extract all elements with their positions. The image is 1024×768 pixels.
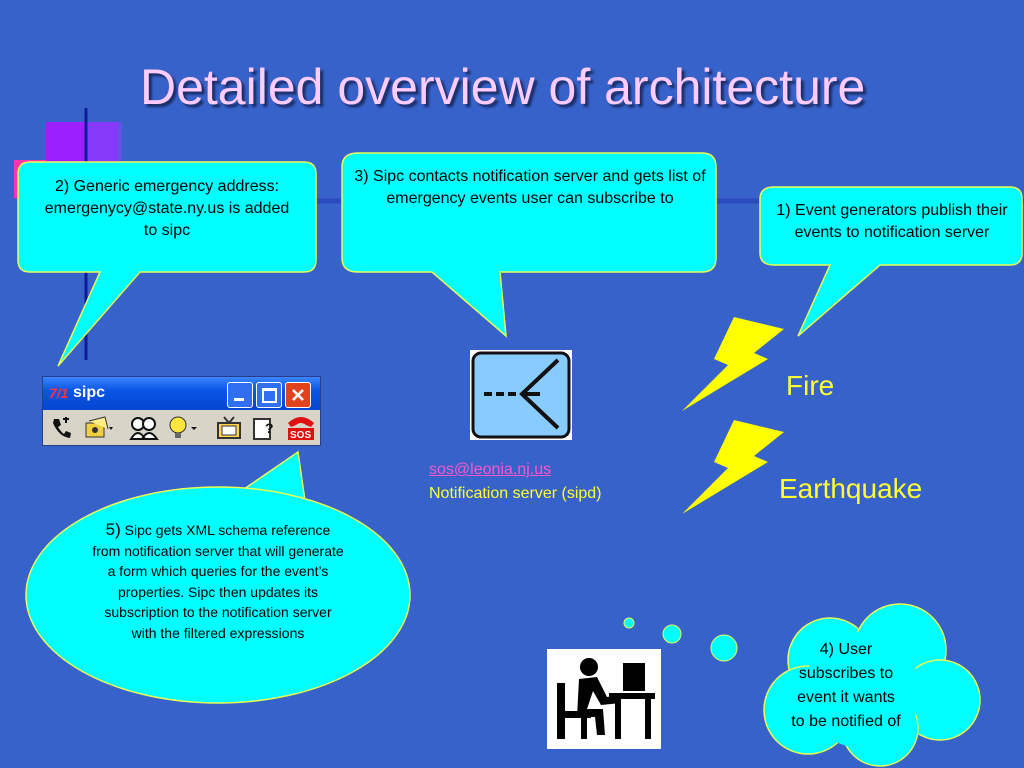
- sos-icon[interactable]: [285, 413, 317, 441]
- lightning-fire-icon: [680, 315, 790, 415]
- lightning-earthquake-icon: [680, 418, 790, 518]
- callout-step2-text: 2) Generic emergency address: emergenycy@state.ny.us is added to sipc: [44, 178, 290, 239]
- callout-step1-text: 1) Event generators publish their events to notification server: [776, 202, 1008, 241]
- user-computer-icon: [547, 649, 661, 749]
- event-earthquake-label: Earthquake: [779, 473, 923, 504]
- help-icon[interactable]: [251, 415, 279, 441]
- callout-step5-body: Sipc gets XML schema reference from notification server that will generate a form which queries for the event’s properties. Sipc then updates its subscription to the notification server with the filtered expressions: [92, 522, 344, 641]
- maximize-icon: [262, 388, 277, 403]
- sipc-logo: 7/1: [49, 385, 69, 401]
- server-symbol-icon: [470, 350, 572, 440]
- callout-step5-text: [92, 520, 344, 643]
- media-icon[interactable]: [215, 415, 245, 441]
- notification-server-icon: [470, 350, 572, 440]
- address-book-icon[interactable]: [83, 415, 113, 441]
- server-label: Notification server (sipd): [429, 485, 602, 502]
- presence-icon[interactable]: [167, 415, 197, 441]
- callout-step3-text: 3) Sipc contacts notification server and gets list of emergency events user can subscribe to: [354, 168, 706, 207]
- minimize-button[interactable]: [227, 382, 253, 408]
- sipc-window-title: sipc: [73, 384, 106, 401]
- close-button[interactable]: [285, 382, 311, 408]
- event-fire-label: Fire: [786, 370, 835, 401]
- callout-step4-text: 4) User subscribes to event it wants to be notified of: [791, 641, 901, 730]
- server-address-link[interactable]: sos@leonia.nj.us: [429, 461, 552, 478]
- contacts-icon[interactable]: [129, 415, 159, 441]
- sipc-titlebar[interactable]: [43, 377, 320, 410]
- phone-call-icon[interactable]: [49, 415, 73, 441]
- maximize-button[interactable]: [256, 382, 282, 408]
- sipc-window[interactable]: [42, 376, 321, 446]
- svg-text:SOS: SOS: [290, 430, 312, 441]
- sipc-toolbar: [43, 411, 320, 445]
- user-at-computer-icon: [547, 649, 661, 749]
- minimize-icon: [234, 398, 244, 401]
- svg-text:?: ?: [265, 420, 274, 436]
- callout-step5-number: 5): [105, 520, 121, 539]
- close-icon: [286, 383, 310, 407]
- slide-title: Detailed overview of architecture: [140, 59, 866, 115]
